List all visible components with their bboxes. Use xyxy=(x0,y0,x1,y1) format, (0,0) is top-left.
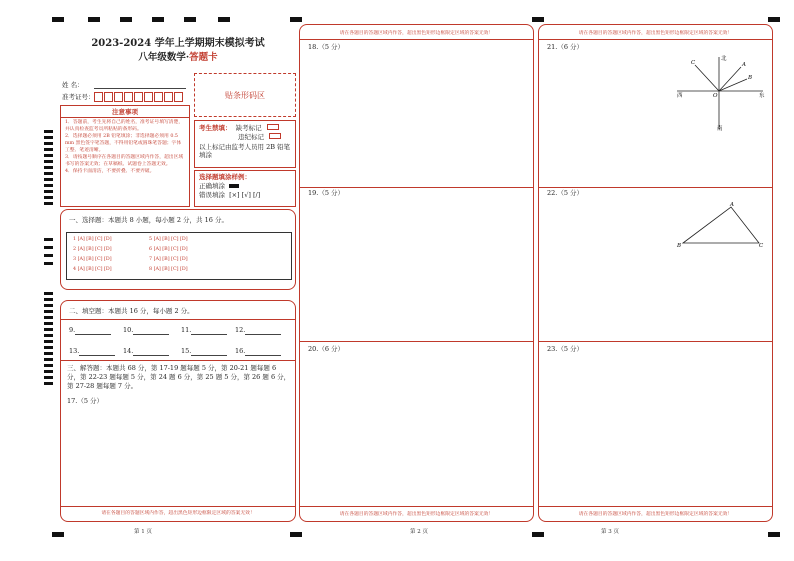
registration-mark xyxy=(120,17,132,22)
exam-mark-box xyxy=(194,120,296,168)
question-18-label: 18.（5 分） xyxy=(308,43,345,51)
choice-row[interactable]: 3 [A] [B] [C] [D] xyxy=(73,257,112,262)
timing-mark xyxy=(44,346,53,349)
name-label: 姓 名： xyxy=(62,81,84,89)
timing-mark xyxy=(44,304,53,307)
blank-item[interactable]: 13. xyxy=(69,347,115,356)
answer-area-17[interactable] xyxy=(67,405,289,503)
registration-mark xyxy=(152,17,164,22)
registration-mark xyxy=(52,17,64,22)
registration-mark xyxy=(768,532,780,537)
timing-mark xyxy=(44,340,53,343)
notice-list xyxy=(61,118,189,178)
correct-fill-label: 正确填涂 xyxy=(199,181,225,190)
timing-mark xyxy=(44,246,53,249)
west-label: 西 xyxy=(677,93,683,99)
ticket-digit-box[interactable] xyxy=(134,92,143,102)
point-o-label: O xyxy=(713,93,718,99)
east-label: 东 xyxy=(759,93,765,99)
timing-mark xyxy=(44,178,53,181)
exam-subtitle xyxy=(60,49,296,63)
wrong-fill-label: 错误填涂 xyxy=(199,190,225,199)
choice-row[interactable]: 2 [A] [B] [C] [D] xyxy=(73,247,112,252)
violation-label: 违纪标记 xyxy=(238,132,264,141)
point-c-label: C xyxy=(691,60,696,66)
timing-mark xyxy=(44,196,53,199)
blank-item[interactable]: 12. xyxy=(235,326,281,335)
ticket-digit-box[interactable] xyxy=(144,92,153,102)
blank-item[interactable]: 14. xyxy=(123,347,169,356)
divider xyxy=(300,506,533,507)
timing-mark xyxy=(44,328,53,331)
choice-row[interactable]: 5 [A] [B] [C] [D] xyxy=(149,237,188,242)
timing-mark xyxy=(44,322,53,325)
exam-mark-note: 以上标记由监考人员用 2B 铅笔填涂 xyxy=(199,142,291,160)
ray-ob xyxy=(719,79,747,91)
vertex-a-label: A xyxy=(730,202,734,208)
question-21-label: 21.（6 分） xyxy=(547,43,584,51)
timing-mark xyxy=(44,370,53,373)
notice-title: 注意事项 xyxy=(61,106,189,118)
subject-label: 八年级数学 xyxy=(138,52,186,63)
choice-row[interactable]: 1 [A] [B] [C] [D] xyxy=(73,237,112,242)
notice-box xyxy=(60,105,190,207)
registration-mark xyxy=(290,17,302,22)
notice-item: 4．保持卡面清洁，不要折叠、不要弄破。 xyxy=(65,168,155,174)
boundary-warning: 请在各题目的答题区域内作答，超出黑色矩形边框限定区域的答案无效！ xyxy=(578,31,733,36)
timing-mark xyxy=(44,166,53,169)
wrong-fill-samples: [×] [√] [/] xyxy=(229,190,261,199)
triangle-abc xyxy=(683,207,759,243)
correct-fill-sample xyxy=(229,184,239,188)
divider xyxy=(300,187,533,188)
question-23-label: 23.（5 分） xyxy=(547,345,584,353)
question-22-label: 22.（5 分） xyxy=(547,189,584,197)
ray-oc xyxy=(695,65,719,91)
timing-mark xyxy=(44,364,53,367)
divider xyxy=(61,506,295,507)
timing-mark xyxy=(44,148,53,151)
timing-mark xyxy=(44,172,53,175)
vertex-c-label: C xyxy=(759,243,764,249)
divider xyxy=(300,341,533,342)
timing-mark xyxy=(44,310,53,313)
choice-row[interactable]: 4 [A] [B] [C] [D] xyxy=(73,267,112,272)
timing-mark xyxy=(44,376,53,379)
timing-mark xyxy=(44,154,53,157)
exam-mark-label: 考生禁填： xyxy=(199,124,232,132)
section-fill-title: 二、填空题：本题共 16 分，每小题 2 分。 xyxy=(69,307,194,315)
timing-mark xyxy=(44,190,53,193)
choice-row[interactable]: 7 [A] [B] [C] [D] xyxy=(149,257,188,262)
boundary-warning: 请在各题目的答题区域内作答，超出黑色矩形边框限定区域的答案无效！ xyxy=(578,512,733,517)
vertex-b-label: B xyxy=(677,243,682,249)
ticket-digit-box[interactable] xyxy=(104,92,113,102)
section-choice-title: 一、选择题：本题共 8 小题，每小题 2 分，共 16 分。 xyxy=(69,216,228,224)
registration-mark xyxy=(290,532,302,537)
point-b-label: B xyxy=(748,75,753,81)
registration-mark xyxy=(768,17,780,22)
ticket-digit-box[interactable] xyxy=(154,92,163,102)
registration-mark xyxy=(184,17,196,22)
section-solve-title: 三、解答题：本题共 68 分，第 17-19 题每题 5 分，第 20-21 题每题 6 分，第 22-23 题每题 5 分，第 24 题 6 分，第 25 题 5 分，第 26 题 6 分，第 27-28 题每题 7 分。 xyxy=(67,364,291,390)
choice-row[interactable]: 6 [A] [B] [C] [D] xyxy=(149,247,188,252)
absent-label: 缺考标记 xyxy=(235,124,262,132)
point-a-label: A xyxy=(742,62,746,68)
boundary-warning: 请在各题目的答题区域内作答，超出黑色矩形边框限定区域的答案无效！ xyxy=(339,31,494,36)
page-number: 第 1 页 xyxy=(134,529,152,535)
barcode-area: 贴条形码区 xyxy=(194,73,296,117)
north-label: 北 xyxy=(721,56,727,62)
section-choice xyxy=(60,209,296,290)
timing-mark xyxy=(44,184,53,187)
divider xyxy=(61,360,295,361)
ray-oa xyxy=(719,67,741,91)
question-17-label: 17.（5 分） xyxy=(67,397,104,405)
answer-area-19[interactable] xyxy=(304,199,529,339)
ticket-label: 准考证号： xyxy=(62,93,95,101)
compass-figure xyxy=(673,51,769,133)
boundary-warning: 请在各题目的答题区域内作答，超出黑色矩形边框限定区域的答案无效！ xyxy=(339,512,494,517)
divider xyxy=(539,39,772,40)
timing-mark xyxy=(44,316,53,319)
timing-mark xyxy=(44,298,53,301)
answer-panel-page-3 xyxy=(538,24,773,522)
exam-title: 2023-2024 学年上学期期末模拟考试 xyxy=(91,38,265,49)
answer-area-21[interactable] xyxy=(543,53,668,185)
registration-mark xyxy=(218,17,230,22)
timing-mark xyxy=(44,382,53,385)
blank-item[interactable]: 11. xyxy=(181,326,227,335)
notice-item: 3．请按题号顺序在各题目的答题区域内作答，超出区域书写的答案无效；在草稿纸、试题卷上答题无效。 xyxy=(65,154,184,167)
timing-mark xyxy=(44,262,53,265)
registration-mark xyxy=(532,532,544,537)
choice-grid xyxy=(66,232,292,280)
ticket-digit-box[interactable] xyxy=(124,92,133,102)
name-line[interactable] xyxy=(94,88,186,89)
ticket-digit-box[interactable] xyxy=(164,92,173,102)
timing-mark xyxy=(44,130,53,133)
divider xyxy=(539,341,772,342)
answer-area-18[interactable] xyxy=(304,53,529,185)
notice-item: 2．选择题必须用 2B 铅笔填涂；非选择题必须用 0.5 mm 黑色签字笔答题，不得用铅笔或圆珠笔答题；字体工整、笔迹清晰。 xyxy=(65,133,182,153)
timing-mark xyxy=(44,238,53,241)
timing-mark xyxy=(44,292,53,295)
answer-area-20[interactable] xyxy=(304,355,529,503)
blank-item[interactable]: 10. xyxy=(123,326,169,335)
timing-mark xyxy=(44,254,53,257)
notice-item: 1．答题前，考生先将自己的姓名，准考证号填写清楚，并认真检查监考员所粘贴的条形码。 xyxy=(65,120,184,132)
choice-row[interactable]: 8 [A] [B] [C] [D] xyxy=(149,267,188,272)
registration-mark xyxy=(532,17,544,22)
absent-checkbox[interactable] xyxy=(267,124,279,130)
fill-example-box xyxy=(194,170,296,207)
page-number: 第 3 页 xyxy=(601,529,619,535)
ticket-digit-box[interactable] xyxy=(174,92,183,102)
timing-mark xyxy=(44,358,53,361)
blank-item[interactable]: 9. xyxy=(69,326,111,335)
divider xyxy=(539,187,772,188)
registration-mark xyxy=(52,532,64,537)
ticket-digit-box[interactable] xyxy=(114,92,123,102)
answer-area-23[interactable] xyxy=(543,355,768,503)
triangle-figure xyxy=(673,201,769,251)
timing-mark xyxy=(44,142,53,145)
south-label: 南 xyxy=(717,126,723,132)
timing-mark xyxy=(44,202,53,205)
boundary-warning: 请在各题目的答题区域内作答，超出黑色矩形边框限定区域的答案无效！ xyxy=(101,511,255,516)
ticket-digit-box[interactable] xyxy=(94,92,103,102)
answer-card-label: 答题卡 xyxy=(189,52,218,63)
answer-area-22[interactable] xyxy=(543,199,668,339)
divider xyxy=(61,319,295,320)
fill-example-title: 选择题填涂样例： xyxy=(199,173,251,181)
timing-mark xyxy=(44,334,53,337)
section-fill-and-solve xyxy=(60,300,296,522)
divider xyxy=(539,506,772,507)
timing-mark xyxy=(44,160,53,163)
timing-mark xyxy=(44,352,53,355)
page-number: 第 2 页 xyxy=(410,529,428,535)
blank-item[interactable]: 15. xyxy=(181,347,227,356)
answer-panel-page-2 xyxy=(299,24,534,522)
subtitle-separator: · xyxy=(185,52,190,63)
registration-mark xyxy=(88,17,100,22)
question-20-label: 20.（6 分） xyxy=(308,345,345,353)
violation-checkbox[interactable] xyxy=(269,133,281,139)
question-19-label: 19.（5 分） xyxy=(308,189,345,197)
timing-mark xyxy=(44,136,53,139)
blank-item[interactable]: 16. xyxy=(235,347,281,356)
divider xyxy=(300,39,533,40)
